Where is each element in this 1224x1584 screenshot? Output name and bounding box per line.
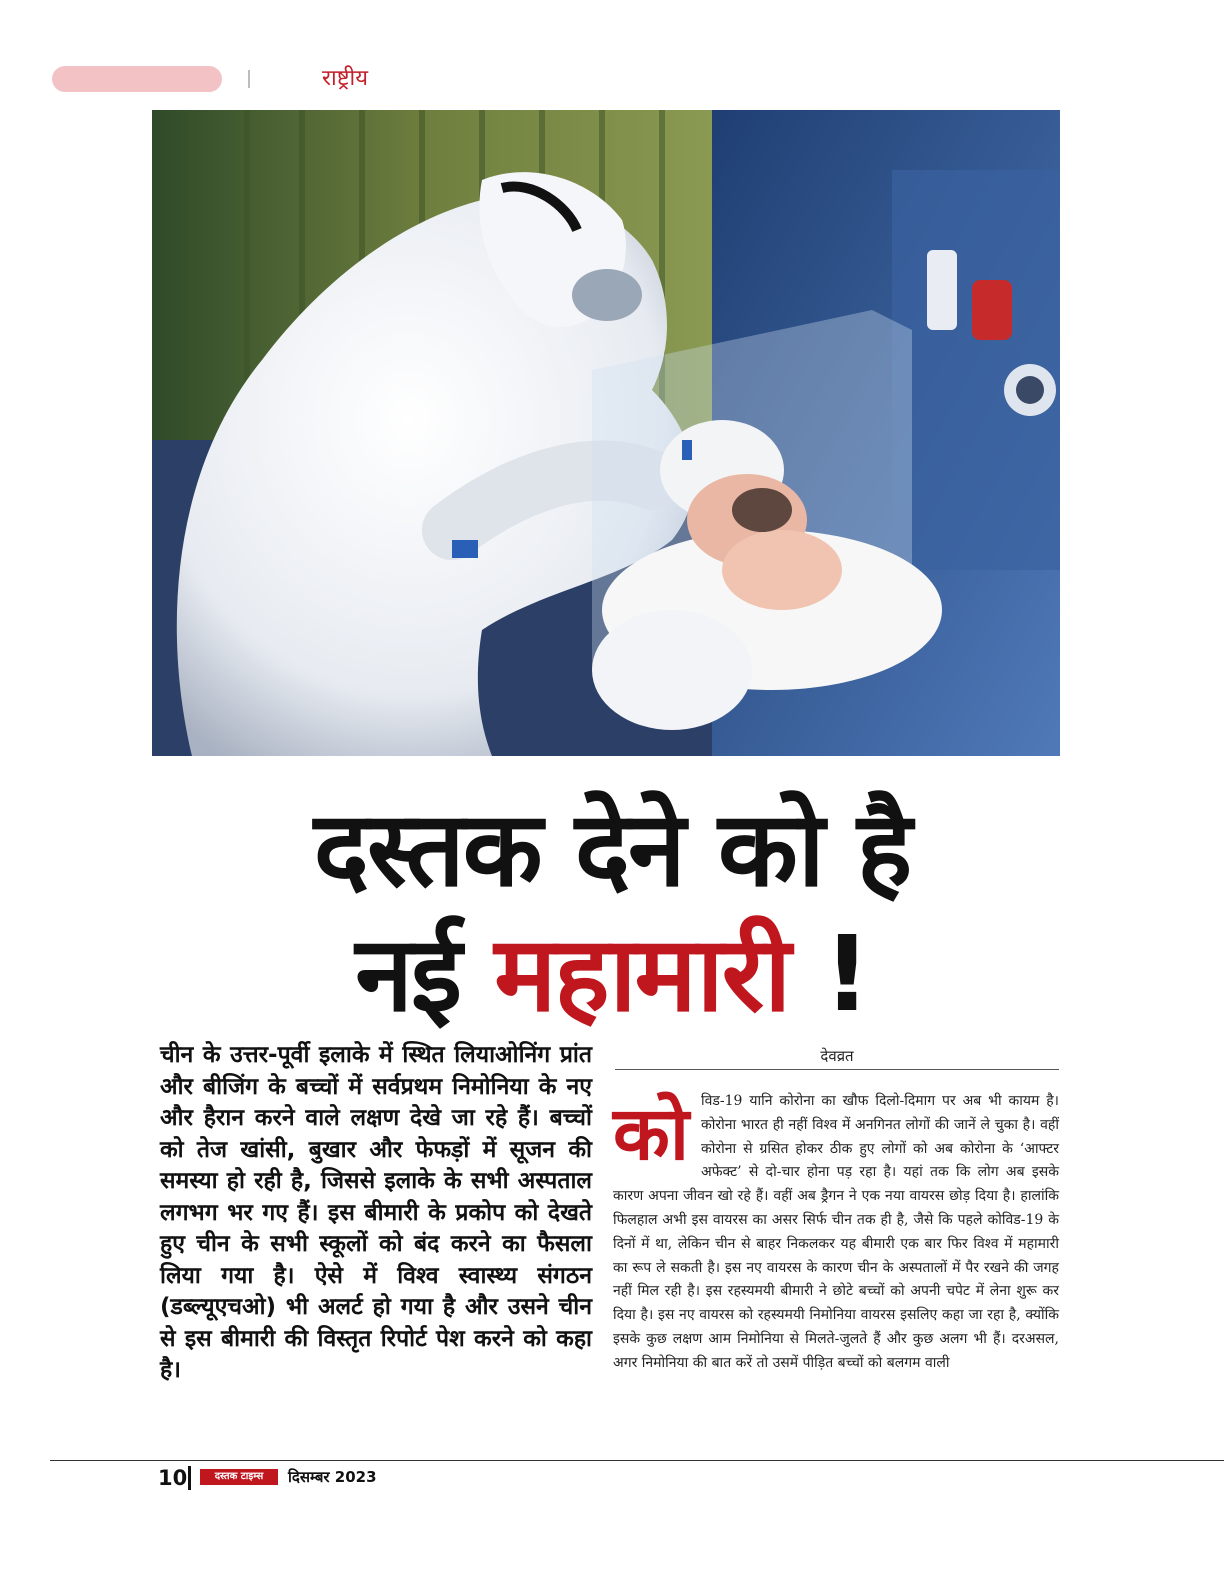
footer-rule xyxy=(50,1460,1224,1461)
headline-word: नई xyxy=(355,913,495,1035)
headline-line-2 xyxy=(0,900,1224,1041)
header-divider xyxy=(248,70,250,88)
magazine-logo: दस्तक टाइम्स xyxy=(200,1469,278,1485)
headline-line-1: दस्तक देने को है xyxy=(313,788,911,910)
author-byline: देवव्रत xyxy=(820,1047,854,1065)
article-body-text: विड-19 यानि कोरोना का खौफ दिलो-दिमाग पर अब भी कायम है। कोरोना भारत ही नहीं विश्व में अनगिनत लोगों की जानें ले चुका है। वहीं कोरोना से ग्रसित होकर ठीक हुए लोगों को अब कोरोना के ‘आफ्टर अफेक्ट’ से दो-चार होना पड़ रहा है। यहां तक कि लोग अब इसके कारण अपना जीवन खो रहे हैं। वहीं अब ड्रैगन ने एक नया वायरस छोड़ दिया है। हालांकि फिलहाल अभी इस वायरस का असर सिर्फ चीन तक ही है, जैसे कि पहले कोविड-19 के दिनों में था, लेकिन चीन से बाहर निकलकर यह बीमारी एक बार फिर विश्व में महामारी का रूप ले सकती है। इस नए वायरस के कारण चीन के अस्पतालों में पैर रखने की जगह नहीं मिल रही है। इस रहस्यमयी बीमारी ने छोटे बच्चों को अपनी चपेट में लेना शुरू कर दिया है। इस नए वायरस को रहस्यमयी निमोनिया वायरस इसलिए कहा जा रहा है, क्योंकि इसके कुछ लक्षण आम निमोनिया से मिलते-जुलते हैं और कुछ अलग भी हैं। दरअसल, अगर निमोनिया की बात करें तो उसमें पीड़ित बच्चों को बलगम वाली xyxy=(613,1093,1059,1371)
issue-date: दिसम्बर 2023 xyxy=(288,1468,377,1486)
header-logo-pill xyxy=(52,66,222,92)
drop-cap: को xyxy=(613,1091,689,1177)
article-body xyxy=(613,1090,1059,1376)
section-label: राष्ट्रीय xyxy=(322,66,369,91)
intro-paragraph: चीन के उत्तर-पूर्वी इलाके में स्थित लियाओनिंग प्रांत और बीजिंग के बच्चों में सर्वप्रथम निमोनिया के नए और हैरान करने वाले लक्षण देखे जा रहे हैं। बच्चों को तेज खांसी, बुखार और फेफड़ों में सूजन की समस्या हो रही है, जिससे इलाके के सभी अस्पताल लगभग भर गए हैं। इस बीमारी के प्रकोप को देखते हुए चीन के सभी स्कूलों को बंद करने का फैसला लिया गया है। ऐसे में विश्व स्वास्थ्य संगठन (डब्ल्यूएचओ) भी अलर्ट हो गया है और उसने चीन से इस बीमारी की विस्तृत रिपोर्ट पेश करने को कहा है। xyxy=(160,1042,592,1383)
page-number: 10 xyxy=(158,1466,188,1490)
headline-exclamation: ! xyxy=(789,913,869,1035)
byline-divider xyxy=(615,1069,1059,1070)
footer-divider xyxy=(188,1466,191,1490)
article-photo xyxy=(152,110,1060,756)
headline-highlight-word: महामारी xyxy=(494,913,790,1035)
